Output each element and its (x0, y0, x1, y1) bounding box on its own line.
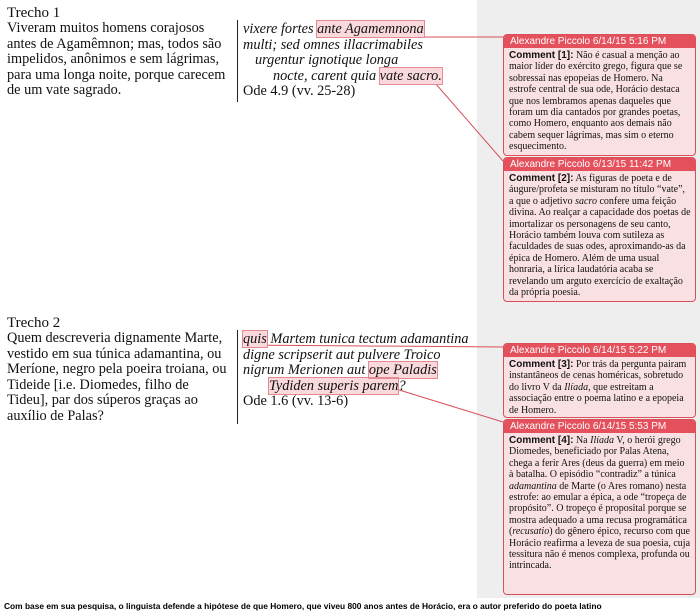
latin-2-line-3a: nigrum Merionen aut (243, 362, 369, 379)
latin-2-line-4b: ? (398, 377, 406, 394)
excerpt-2-reference: Ode 1.6 (vv. 13-6) (243, 393, 349, 410)
comment-4-em-3: recusatio (512, 526, 550, 538)
comment-2-text-a: As figuras de poeta e de áugure/profeta se misturam no título “vate”, a que o adjetivo (509, 173, 686, 207)
comment-1-text: Não é casual a menção ao maior líder do exército grego, figura que se sobressai nas epopeias de Homero. Na estrofe central de sua ode, Horácio destaca que nos lembramos apenas daqueles que foram um dia cantados por grandes poetas, como Homero, enquanto aos demais não cabem sequer lágrimas, mas sim o eterno esquecimento. (509, 50, 683, 153)
highlight-quis[interactable]: quis (243, 331, 267, 347)
comment-balloon-2[interactable] (503, 157, 696, 302)
comment-3-label: Comment [3]: (509, 359, 574, 370)
excerpt-1 (7, 6, 229, 99)
comment-4-header: Alexandre Piccolo 6/14/15 5:53 PM (504, 420, 695, 433)
comment-balloon-3[interactable] (503, 343, 696, 418)
comment-1-body (504, 48, 695, 155)
excerpt-2-divider (237, 330, 238, 424)
comment-4-text-c: de Marte (o Ares romano) nesta estrofe: ao emular a épica, a ode “tropeça de propósito”. O tropeço é proposital porque se mostra adequado a uma recusa programática ( (509, 480, 687, 538)
comment-4-text-a: Na (575, 435, 591, 446)
latin-2-line-2: digne scripserit aut pulvere Troico (243, 346, 441, 363)
excerpt-1-portuguese: Viveram muitos homens corajosos antes de Agamêmnon; mas, todos são impelidos, anônimos e sem lágrimas, para uma longa noite, porque carecem de um vate sagrado. (7, 20, 226, 99)
excerpt-2 (7, 316, 229, 425)
comment-2-em: sacro (575, 195, 597, 207)
comment-4-text-b: V, o herói grego Diomedes, beneficiado por Palas Atena, chega a ferir Ares (deus da guerra) em meio à batalha. O episódio “contradiz” a túnica (509, 435, 685, 481)
comment-3-text-b: , que estreitam a associação entre o poema latino e a epopeia de Homero. (509, 381, 684, 416)
excerpt-1-latin (243, 22, 442, 100)
excerpt-1-reference: Ode 4.9 (vv. 25-28) (243, 83, 356, 100)
comment-2-label: Comment [2]: (509, 173, 574, 184)
excerpt-2-portuguese: Quem descreveria dignamente Marte, vestido em sua túnica adamantina, ou Meríone, negro pela poeira troiana, ou Tideide [i.e. Diomedes, filho de Tideu], par dos súperos graças ao auxílio de Palas? (7, 330, 227, 424)
excerpt-1-title: Trecho 1 (7, 5, 61, 21)
comment-balloon-4[interactable] (503, 419, 696, 595)
highlight-ante-agamemnona[interactable]: ante Agamemnona (317, 21, 424, 37)
comment-2-body (504, 171, 695, 300)
latin-1-line-1a: vixere fortes (243, 21, 318, 37)
comment-balloon-1[interactable] (503, 34, 696, 156)
comment-4-text-d: ) do gênero épico, recurso com que Horácio reafirma a leveza de sua poesia, cuja tessitura não é menos complexa, profunda ou intrincada. (509, 526, 691, 572)
excerpt-2-latin (243, 332, 469, 410)
latin-2-line-1b: Martem tunica tectum adamantina (266, 331, 469, 347)
comment-3-text-a: Por trás da pergunta pairam instantâneos de cenas homéricas, sobretudo do livro V da (509, 359, 687, 393)
latin-1-line-4a: nocte, carent quia (273, 67, 380, 84)
latin-1-line-3: urgentur ignotique longa (255, 52, 399, 69)
comment-3-header: Alexandre Piccolo 6/14/15 5:22 PM (504, 344, 695, 357)
excerpt-2-title: Trecho 2 (7, 315, 61, 331)
excerpt-1-divider (237, 20, 238, 102)
latin-1-line-2: multi; sed omnes illacrimabiles (243, 36, 423, 53)
comment-3-em: Ilíada (564, 381, 589, 393)
comment-4-label: Comment [4]: (509, 435, 574, 446)
highlight-ope-paladis[interactable]: ope Paladis (368, 362, 437, 379)
comment-4-em-1: Ilíada (590, 435, 615, 446)
comment-2-text-b: confere uma feição divina. Ao realçar a capacidade dos poetas de imortalizar os personagens de seu canto, Horácio também louva com sutileza as faculdades de suas odes, aproximando-as da épica de Homero. Além de uma usual honraria, a lírica laudatória acaba se revelando um arguto exercício de exaltação da própria poesia. (509, 195, 691, 299)
highlight-vate-sacro[interactable]: vate sacro. (379, 67, 442, 84)
comment-4-body (504, 433, 695, 574)
comment-1-header: Alexandre Piccolo 6/14/15 5:16 PM (504, 35, 695, 48)
comment-3-body (504, 357, 695, 418)
highlight-tydiden[interactable]: Tydiden superis parem (269, 377, 399, 394)
comment-1-label: Comment [1]: (509, 50, 574, 61)
comment-2-header: Alexandre Piccolo 6/13/15 11:42 PM (504, 158, 695, 171)
image-caption: Com base em sua pesquisa, o linguista defende a hipótese de que Homero, que viveu 800 anos antes de Horácio, era o autor preferido do poeta latino (4, 601, 602, 611)
comment-4-em-2: adamantina (509, 480, 557, 492)
